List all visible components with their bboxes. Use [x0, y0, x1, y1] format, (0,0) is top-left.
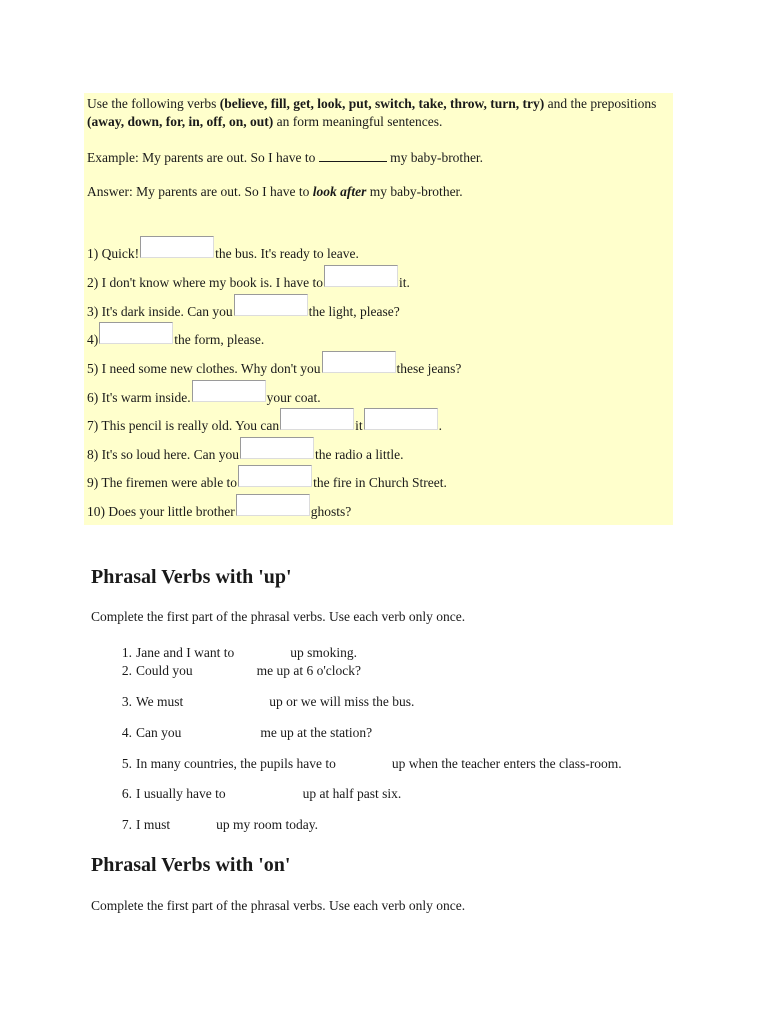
answer-input-3[interactable] — [234, 294, 308, 316]
answer-input-10[interactable] — [236, 494, 310, 516]
example-sentence — [87, 148, 483, 166]
answer-phrase: look after — [312, 184, 367, 199]
list-number: 6. — [121, 786, 132, 801]
question-text: 2) I don't know where my book is. I have to — [87, 275, 324, 290]
item-text: Can you — [136, 725, 182, 740]
list-item-7 — [121, 817, 319, 833]
example-text-end: my baby-brother. — [386, 150, 484, 165]
question-9 — [87, 471, 447, 491]
list-item-4 — [121, 725, 373, 741]
list-number: 3. — [121, 694, 132, 709]
question-text: 10) Does your little brother — [87, 504, 235, 519]
answer-input-2[interactable] — [324, 265, 398, 287]
question-text: 4) — [87, 332, 99, 347]
answer-input-4[interactable] — [99, 322, 173, 344]
question-text-end: the light, please? — [308, 304, 400, 319]
section-title-on: Phrasal Verbs with 'on' — [91, 854, 291, 876]
example-text: Example: My parents are out. So I have to — [87, 150, 319, 165]
answer-input-6[interactable] — [192, 380, 266, 402]
answer-input-5[interactable] — [322, 351, 396, 373]
list-item-5 — [121, 756, 622, 772]
question-text-end: these jeans? — [396, 361, 462, 376]
verb-list: (believe, fill, get, look, put, switch, take, throw, turn, try) — [219, 96, 545, 111]
intro-text-mid: and the prepositions — [544, 96, 657, 111]
item-text: I usually have to — [136, 786, 226, 801]
section-instruction-up: Complete the first part of the phrasal verbs. Use each verb only once. — [91, 609, 466, 624]
answer-text-end: my baby-brother. — [366, 184, 463, 199]
list-number: 2. — [121, 663, 132, 678]
question-5 — [87, 357, 461, 377]
section-title-up: Phrasal Verbs with 'up' — [91, 566, 292, 588]
list-item-2 — [121, 663, 362, 679]
question-3 — [87, 300, 400, 320]
question-text-end: it. — [399, 275, 410, 290]
preposition-list: (away, down, for, in, off, on, out) — [87, 114, 274, 129]
list-item-6 — [121, 786, 402, 802]
answer-text: Answer: My parents are out. So I have to — [87, 184, 313, 199]
question-text-end: . — [438, 418, 442, 433]
question-text: 8) It's so loud here. Can you — [87, 447, 240, 462]
question-text: 9) The firemen were able to — [87, 475, 238, 490]
list-number: 7. — [121, 817, 132, 832]
item-text-end: up at half past six. — [302, 786, 402, 801]
list-number: 4. — [121, 725, 132, 740]
question-text: 1) Quick! — [87, 246, 140, 261]
item-text-end: me up at the station? — [260, 725, 373, 740]
list-number: 5. — [121, 756, 132, 771]
answer-input-7a[interactable] — [280, 408, 354, 430]
question-text-end: the fire in Church Street. — [313, 475, 447, 490]
item-text-end: up my room today. — [216, 817, 319, 832]
item-text: Jane and I want to — [136, 645, 235, 660]
question-text: 5) I need some new clothes. Why don't you — [87, 361, 321, 376]
item-text: In many countries, the pupils have to — [136, 756, 336, 771]
list-item-1 — [121, 645, 357, 661]
question-text-end: your coat. — [266, 390, 321, 405]
question-10 — [87, 500, 351, 520]
question-7 — [87, 414, 442, 434]
answer-input-8[interactable] — [240, 437, 314, 459]
intro-text: Use the following verbs — [87, 96, 220, 111]
item-text: I must — [136, 817, 171, 832]
answer-sentence — [87, 184, 463, 200]
item-text: We must — [136, 694, 184, 709]
question-2 — [87, 271, 410, 291]
exercise-instructions — [87, 95, 667, 131]
question-text: 7) This pencil is really old. You can — [87, 418, 280, 433]
question-text-end: ghosts? — [310, 504, 352, 519]
item-text: Could you — [136, 663, 193, 678]
question-text-end: the radio a little. — [315, 447, 404, 462]
item-text-end: up or we will miss the bus. — [269, 694, 415, 709]
question-text-mid: it — [355, 418, 363, 433]
example-blank — [319, 148, 387, 162]
item-text-end: up when the teacher enters the class-room. — [391, 756, 622, 771]
list-number: 1. — [121, 645, 132, 660]
answer-input-7b[interactable] — [364, 408, 438, 430]
question-8 — [87, 443, 404, 463]
answer-input-1[interactable] — [140, 236, 214, 258]
question-text: 6) It's warm inside. — [87, 390, 191, 405]
question-text: 3) It's dark inside. Can you — [87, 304, 233, 319]
question-4 — [87, 328, 264, 348]
answer-input-9[interactable] — [238, 465, 312, 487]
intro-text-end: an form meaningful sentences. — [273, 114, 443, 129]
section-instruction-on: Complete the first part of the phrasal verbs. Use each verb only once. — [91, 898, 466, 913]
item-text-end: up smoking. — [290, 645, 357, 660]
question-6 — [87, 386, 321, 406]
question-1 — [87, 242, 359, 262]
question-text-end: the form, please. — [174, 332, 265, 347]
question-text-end: the bus. It's ready to leave. — [215, 246, 359, 261]
list-item-3 — [121, 694, 415, 710]
item-text-end: me up at 6 o'clock? — [256, 663, 362, 678]
